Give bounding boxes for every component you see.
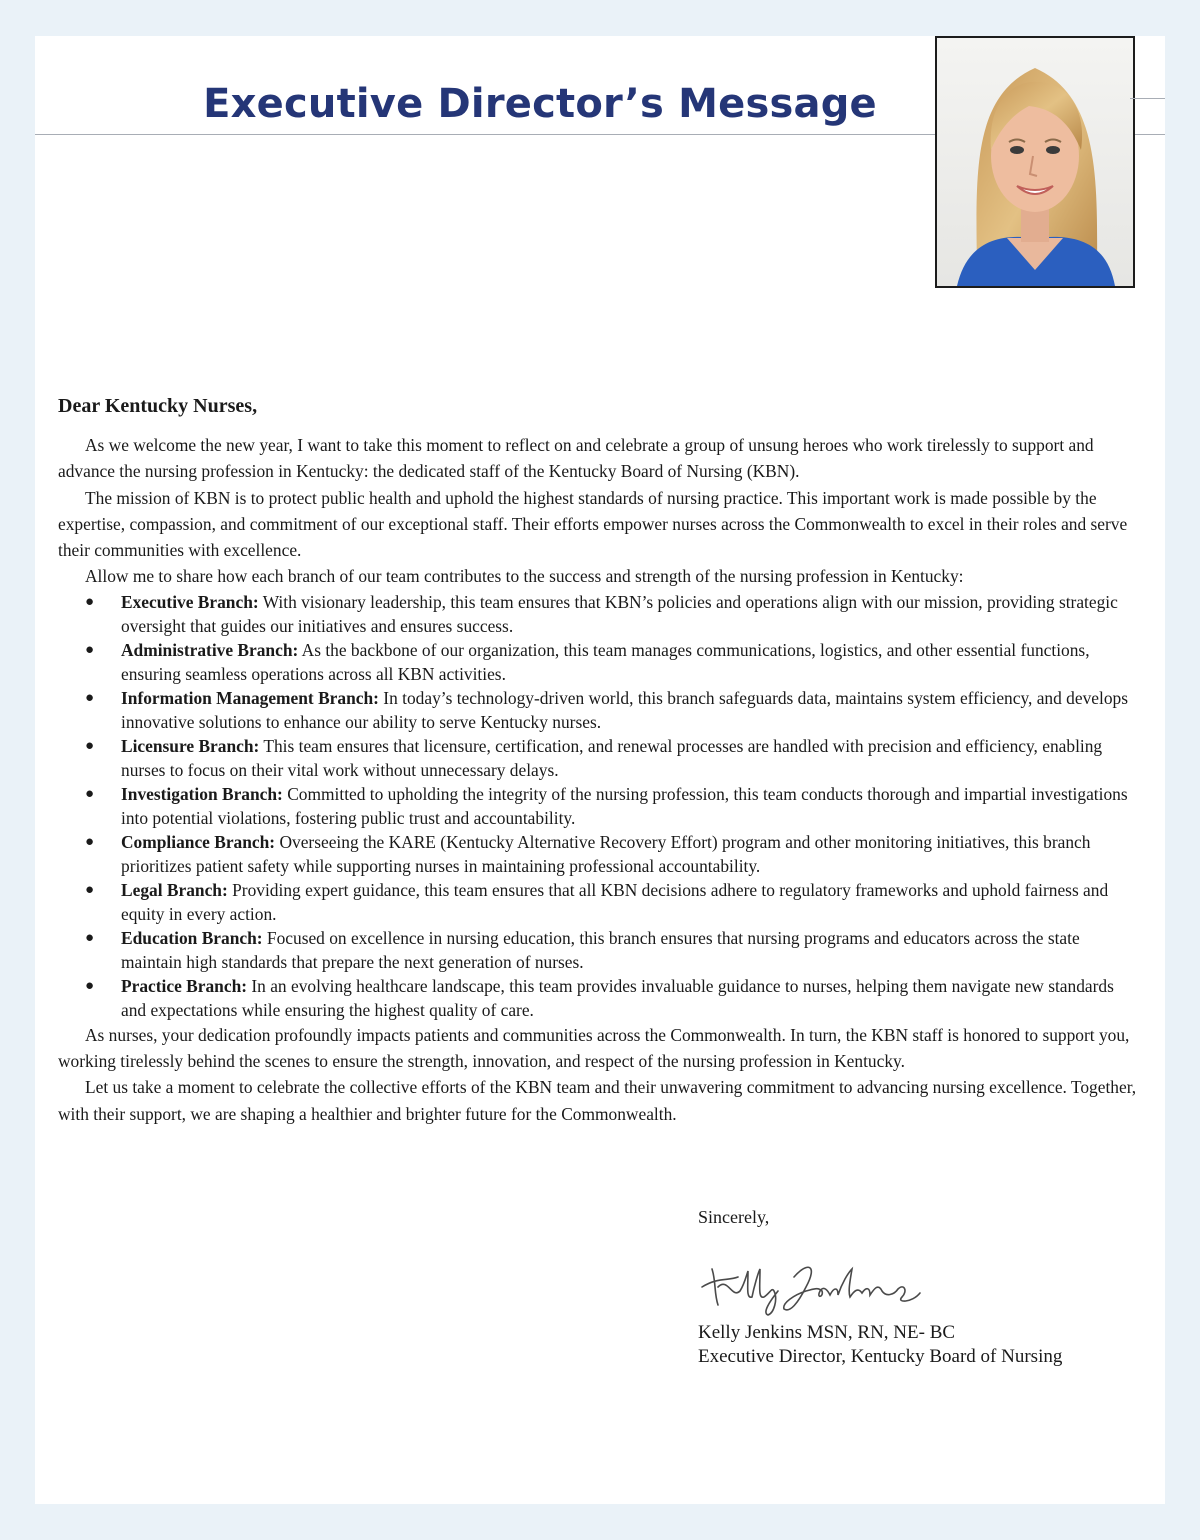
bullet-icon: ● [85,641,95,658]
paragraph: The mission of KBN is to protect public health and uphold the highest standards of nursing practice. This important work is made possible by the expertise, compassion, and commitment of our exceptional staff. Their efforts empower nurses across the Commonwealth to excel in their roles and serve their communities with excellence. [58,487,1128,561]
branch-description: As the backbone of our organization, this team manages communications, logistics, and other essential functions, ensuring seamless operations across all KBN activities. [121,639,1090,684]
branch-description: In an evolving healthcare landscape, this team provides invaluable guidance to nurses, helping them navigate new standards and expectations while ensuring the highest quality of care. [121,975,1114,1020]
branch-name: Administrative Branch: [121,639,299,660]
branch-description: With visionary leadership, this team ensures that KBN’s policies and operations align with our mission, providing strategic oversight that guides our initiatives and ensures success. [121,591,1118,636]
list-item [58,590,1143,638]
list-item [58,830,1143,878]
branch-description: Focused on excellence in nursing education, this branch ensures that nursing programs and educators across the state maintain high standards that prepare the next generation of nurses. [121,927,1080,972]
paragraph: As nurses, your dedication profoundly impacts patients and communities across the Commonwealth. In turn, the KBN staff is honored to support you, working tirelessly behind the scenes to ensure the strength, innovation, and respect of the nursing profession in Kentucky. [58,1024,1130,1072]
signer-title: Executive Director, Kentucky Board of Nursing [698,1346,1063,1367]
page-title: Executive Director’s Message [203,81,877,127]
bullet-icon: ● [85,929,95,946]
paragraph: Let us take a moment to celebrate the collective efforts of the KBN team and their unwavering commitment to advancing nursing excellence. Together, with their support, we are shaping a healthier and brighter future for the Commonwealth. [58,1077,1137,1124]
branch-name: Investigation Branch: [121,783,283,804]
list-item [58,638,1143,686]
bullet-icon: ● [85,977,95,994]
branch-name: Information Management Branch: [121,687,379,708]
signature-image [698,1247,928,1317]
director-photo [935,36,1135,288]
bullet-icon: ● [85,785,95,802]
salutation: Dear Kentucky Nurses, [58,395,258,417]
signer-name: Kelly Jenkins MSN, RN, NE- BC [698,1322,956,1343]
list-item [58,926,1143,974]
sign-off: Sincerely, [698,1207,770,1227]
list-item [58,782,1143,830]
bullet-icon: ● [85,833,95,850]
paragraph: As we welcome the new year, I want to take this moment to reflect on and celebrate a group of unsung heroes who work tirelessly to support and advance the nursing profession in Kentucky: the dedicated staff of the Kentucky Board of Nursing (KBN). [58,435,1094,482]
bullet-icon: ● [85,737,95,754]
branch-name: Executive Branch: [121,591,259,612]
title-divider-extension [1130,98,1165,99]
list-item [58,878,1143,926]
branch-list [58,590,1143,1022]
branch-name: Licensure Branch: [121,735,260,756]
branch-name: Practice Branch: [121,975,248,996]
bullet-icon: ● [85,689,95,706]
letter-closing [698,1207,1138,1367]
branch-description: Providing expert guidance, this team ensures that all KBN decisions adhere to regulatory frameworks and uphold fairness and equity in every action. [121,879,1109,924]
branch-name: Compliance Branch: [121,831,276,852]
bullet-icon: ● [85,593,95,610]
list-item [58,734,1143,782]
branch-name: Education Branch: [121,927,263,948]
letter-body [58,432,1143,1127]
bullet-icon: ● [85,881,95,898]
branch-name: Legal Branch: [121,879,228,900]
branch-description: In today’s technology-driven world, this branch safeguards data, maintains system efficiency, and develops innovative solutions to enhance our ability to serve Kentucky nurses. [121,687,1128,732]
portrait-image [937,38,1133,286]
branch-description: Committed to upholding the integrity of the nursing profession, this team conducts thorough and impartial investigations into potential violations, fostering public trust and accountability. [121,783,1128,828]
branch-description: Overseeing the KARE (Kentucky Alternative Recovery Effort) program and other monitoring initiatives, this branch prioritizes patient safety while supporting nurses in maintaining professional accountability. [121,831,1091,876]
branch-description: This team ensures that licensure, certification, and renewal processes are handled with precision and efficiency, enabling nurses to focus on their vital work without unnecessary delays. [121,735,1103,780]
page [35,36,1165,1504]
list-item [58,686,1143,734]
paragraph: Allow me to share how each branch of our team contributes to the success and strength of the nursing profession in Kentucky: [85,566,964,587]
list-item [58,974,1143,1022]
